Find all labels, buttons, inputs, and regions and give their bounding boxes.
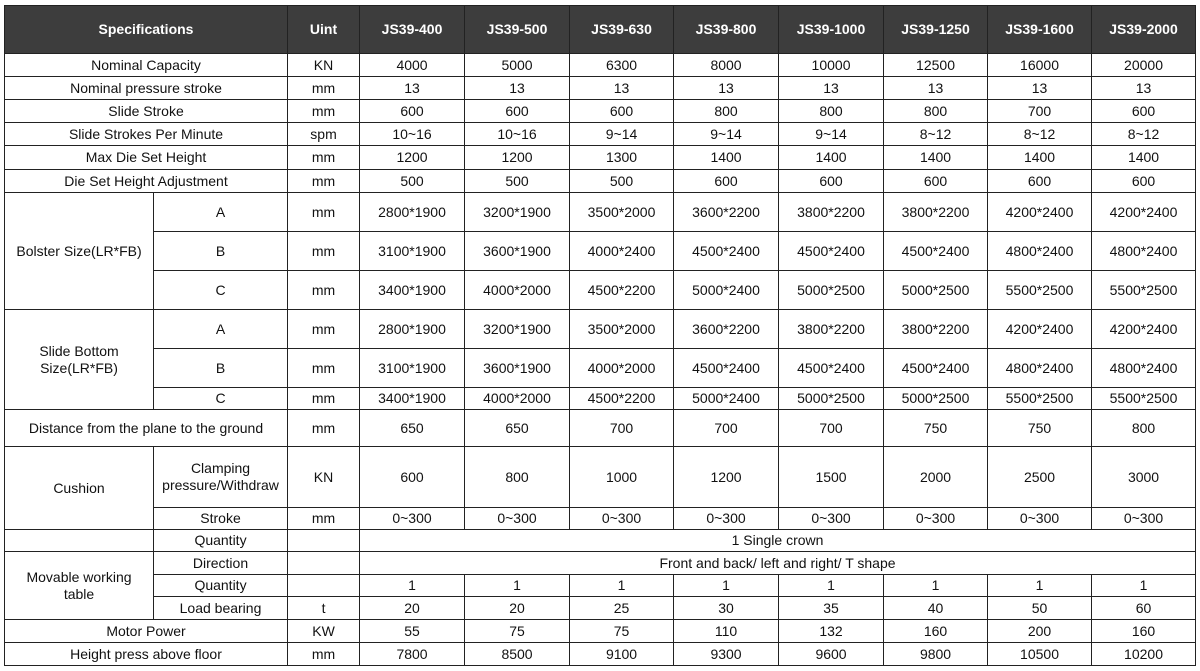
value-cell: 700 xyxy=(570,410,674,447)
value-cell: 5500*2500 xyxy=(1092,271,1196,310)
value-cell: 8~12 xyxy=(988,123,1092,146)
unit-cell: KN xyxy=(288,447,360,508)
sub-label: Stroke xyxy=(154,508,288,530)
row-nominal-capacity xyxy=(5,54,1196,77)
value-cell: 800 xyxy=(884,100,988,123)
value-cell: 13 xyxy=(570,77,674,100)
value-cell: 9~14 xyxy=(570,123,674,146)
value-cell: 600 xyxy=(1092,170,1196,193)
value-cell: 4800*2400 xyxy=(1092,349,1196,388)
value-cell: 35 xyxy=(779,597,884,620)
value-cell: 0~300 xyxy=(1092,508,1196,530)
value-cell: 55 xyxy=(360,620,465,643)
unit-cell xyxy=(288,552,360,575)
value-cell: 600 xyxy=(779,170,884,193)
row-label: Slide Strokes Per Minute xyxy=(5,123,288,146)
group-label-slide-bottom xyxy=(5,310,154,410)
value-cell: 650 xyxy=(465,410,570,447)
row-bolster-b xyxy=(5,232,1196,271)
value-cell: 9300 xyxy=(674,643,779,666)
value-cell: 1400 xyxy=(884,146,988,170)
row-motor-power xyxy=(5,620,1196,643)
value-cell: 600 xyxy=(465,100,570,123)
header-model: JS39-630 xyxy=(570,6,674,54)
value-cell: 3500*2000 xyxy=(570,193,674,232)
value-cell: 1400 xyxy=(1092,146,1196,170)
value-cell: 4000 xyxy=(360,54,465,77)
value-cell: 160 xyxy=(1092,620,1196,643)
value-cell: 1200 xyxy=(674,447,779,508)
label-line: table xyxy=(63,585,95,602)
value-cell: 20 xyxy=(360,597,465,620)
row-die-set-height-adjustment xyxy=(5,170,1196,193)
row-table-direction xyxy=(5,552,1196,575)
sub-label: B xyxy=(154,349,288,388)
value-cell: 3200*1900 xyxy=(465,310,570,349)
value-cell: 5500*2500 xyxy=(988,388,1092,410)
value-cell: 0~300 xyxy=(988,508,1092,530)
sub-label: Direction xyxy=(154,552,288,575)
value-cell: 50 xyxy=(988,597,1092,620)
row-label: Die Set Height Adjustment xyxy=(5,170,288,193)
value-cell: 2800*1900 xyxy=(360,310,465,349)
row-label: Motor Power xyxy=(5,620,288,643)
value-cell: 40 xyxy=(884,597,988,620)
value-cell: 5500*2500 xyxy=(988,271,1092,310)
value-cell: 3600*2200 xyxy=(674,310,779,349)
value-cell: 10200 xyxy=(1092,643,1196,666)
value-cell: 1200 xyxy=(465,146,570,170)
value-cell: 10500 xyxy=(988,643,1092,666)
header-row xyxy=(5,6,1196,54)
value-cell: 13 xyxy=(988,77,1092,100)
value-cell: 1 xyxy=(674,575,779,597)
value-cell: 13 xyxy=(779,77,884,100)
value-cell: 75 xyxy=(465,620,570,643)
row-slide-strokes-per-minute xyxy=(5,123,1196,146)
unit-cell: mm xyxy=(288,508,360,530)
value-cell: 16000 xyxy=(988,54,1092,77)
value-cell: 4000*2000 xyxy=(465,271,570,310)
value-cell: 4500*2400 xyxy=(674,232,779,271)
value-cell: 4200*2400 xyxy=(988,193,1092,232)
row-bolster-a xyxy=(5,193,1196,232)
value-cell: 500 xyxy=(465,170,570,193)
value-cell: 20000 xyxy=(1092,54,1196,77)
unit-cell: mm xyxy=(288,146,360,170)
value-cell: 700 xyxy=(674,410,779,447)
unit-cell: mm xyxy=(288,310,360,349)
value-cell: 30 xyxy=(674,597,779,620)
value-cell: 1400 xyxy=(779,146,884,170)
header-model: JS39-1000 xyxy=(779,6,884,54)
unit-cell: mm xyxy=(288,100,360,123)
value-cell: 13 xyxy=(465,77,570,100)
value-cell: 2500 xyxy=(988,447,1092,508)
value-cell: 8500 xyxy=(465,643,570,666)
unit-cell: mm xyxy=(288,388,360,410)
value-cell: 4500*2400 xyxy=(884,349,988,388)
value-cell: 8000 xyxy=(674,54,779,77)
value-cell: 9600 xyxy=(779,643,884,666)
value-cell: 6300 xyxy=(570,54,674,77)
value-cell: 13 xyxy=(360,77,465,100)
value-cell: 600 xyxy=(884,170,988,193)
value-cell: 60 xyxy=(1092,597,1196,620)
unit-cell: mm xyxy=(288,349,360,388)
value-cell: 1 xyxy=(988,575,1092,597)
header-model: JS39-1600 xyxy=(988,6,1092,54)
value-cell: 8~12 xyxy=(884,123,988,146)
unit-cell: mm xyxy=(288,643,360,666)
row-slide-bottom-c xyxy=(5,388,1196,410)
header-model: JS39-1250 xyxy=(884,6,988,54)
row-height-press-above-floor xyxy=(5,643,1196,666)
value-cell: 4500*2400 xyxy=(884,232,988,271)
value-cell: 800 xyxy=(1092,410,1196,447)
value-cell: 9~14 xyxy=(674,123,779,146)
value-cell: 0~300 xyxy=(674,508,779,530)
header-model: JS39-800 xyxy=(674,6,779,54)
value-cell: 700 xyxy=(988,100,1092,123)
sub-label: Quantity xyxy=(154,575,288,597)
unit-cell xyxy=(288,530,360,552)
value-cell: 5000 xyxy=(465,54,570,77)
value-cell: 13 xyxy=(1092,77,1196,100)
group-label-movable-table xyxy=(5,552,154,620)
value-cell: 3000 xyxy=(1092,447,1196,508)
value-cell: 4500*2400 xyxy=(779,349,884,388)
value-cell: 3800*2200 xyxy=(884,310,988,349)
value-cell: 600 xyxy=(1092,100,1196,123)
header-model: JS39-2000 xyxy=(1092,6,1196,54)
row-label: Distance from the plane to the ground xyxy=(5,410,288,447)
unit-cell: KN xyxy=(288,54,360,77)
value-cell: 1400 xyxy=(988,146,1092,170)
value-cell: 3100*1900 xyxy=(360,349,465,388)
value-cell: 1 xyxy=(360,575,465,597)
value-cell: 3600*2200 xyxy=(674,193,779,232)
value-cell: 2000 xyxy=(884,447,988,508)
value-cell: 0~300 xyxy=(360,508,465,530)
value-cell: 600 xyxy=(360,447,465,508)
row-cushion-clamping xyxy=(5,447,1196,508)
value-cell: 1 xyxy=(884,575,988,597)
value-cell: 3500*2000 xyxy=(570,310,674,349)
value-cell: 3400*1900 xyxy=(360,388,465,410)
row-label: Slide Stroke xyxy=(5,100,288,123)
label-line: Movable working xyxy=(26,568,132,585)
value-cell: 600 xyxy=(570,100,674,123)
value-cell: 0~300 xyxy=(884,508,988,530)
value-cell: 4000*2400 xyxy=(570,232,674,271)
value-cell: 800 xyxy=(779,100,884,123)
value-cell: 1 xyxy=(570,575,674,597)
value-cell: 600 xyxy=(988,170,1092,193)
row-label: Height press above floor xyxy=(5,643,288,666)
value-cell: 0~300 xyxy=(465,508,570,530)
unit-cell: mm xyxy=(288,232,360,271)
sub-label: A xyxy=(154,310,288,349)
value-cell: 75 xyxy=(570,620,674,643)
value-cell: 4200*2400 xyxy=(1092,310,1196,349)
value-cell: 7800 xyxy=(360,643,465,666)
value-cell: 1500 xyxy=(779,447,884,508)
value-cell: 3800*2200 xyxy=(779,193,884,232)
unit-cell: t xyxy=(288,597,360,620)
value-cell: 5000*2500 xyxy=(884,388,988,410)
value-cell: 9~14 xyxy=(779,123,884,146)
value-cell: 5000*2400 xyxy=(674,271,779,310)
value-cell: 1200 xyxy=(360,146,465,170)
sub-label: Load bearing xyxy=(154,597,288,620)
row-table-load-bearing xyxy=(5,597,1196,620)
value-cell: 1400 xyxy=(674,146,779,170)
value-cell: 2800*1900 xyxy=(360,193,465,232)
unit-cell: mm xyxy=(288,77,360,100)
value-cell: 110 xyxy=(674,620,779,643)
row-table-quantity xyxy=(5,575,1196,597)
value-cell: 5000*2500 xyxy=(779,388,884,410)
value-cell: 1000 xyxy=(570,447,674,508)
value-cell: 1 xyxy=(465,575,570,597)
value-cell: 13 xyxy=(674,77,779,100)
sub-label: A xyxy=(154,193,288,232)
value-cell: 20 xyxy=(465,597,570,620)
value-cell: 3600*1900 xyxy=(465,349,570,388)
row-label: Max Die Set Height xyxy=(5,146,288,170)
unit-cell xyxy=(288,575,360,597)
sub-label: C xyxy=(154,388,288,410)
value-cell: 750 xyxy=(988,410,1092,447)
value-cell: 3800*2200 xyxy=(779,310,884,349)
value-cell: 3100*1900 xyxy=(360,232,465,271)
value-cell: 0~300 xyxy=(779,508,884,530)
value-cell: 3600*1900 xyxy=(465,232,570,271)
sub-label: Quantity xyxy=(154,530,288,552)
value-cell: 750 xyxy=(884,410,988,447)
specifications-table xyxy=(4,5,1196,666)
unit-cell: mm xyxy=(288,193,360,232)
blank-cell xyxy=(5,530,154,552)
group-label-cushion: Cushion xyxy=(5,447,154,530)
value-cell: 13 xyxy=(884,77,988,100)
sub-label: B xyxy=(154,232,288,271)
sub-label xyxy=(154,447,288,508)
row-distance-plane-ground xyxy=(5,410,1196,447)
value-cell: 4500*2200 xyxy=(570,271,674,310)
row-slide-bottom-b xyxy=(5,349,1196,388)
value-cell: 10~16 xyxy=(465,123,570,146)
row-bolster-c xyxy=(5,271,1196,310)
value-cell: 700 xyxy=(779,410,884,447)
header-specifications: Specifications xyxy=(5,6,288,54)
row-slide-stroke xyxy=(5,100,1196,123)
value-cell: 600 xyxy=(674,170,779,193)
value-cell: 3800*2200 xyxy=(884,193,988,232)
label-line: Size(LR*FB) xyxy=(40,359,118,376)
value-cell: 500 xyxy=(360,170,465,193)
value-cell: 200 xyxy=(988,620,1092,643)
row-max-die-set-height xyxy=(5,146,1196,170)
header-model: JS39-400 xyxy=(360,6,465,54)
unit-cell: mm xyxy=(288,170,360,193)
unit-cell: mm xyxy=(288,410,360,447)
value-cell: 5500*2500 xyxy=(1092,388,1196,410)
value-cell: 4200*2400 xyxy=(988,310,1092,349)
row-label: Nominal pressure stroke xyxy=(5,77,288,100)
label-line: Slide Bottom xyxy=(39,342,119,359)
value-cell: 4800*2400 xyxy=(1092,232,1196,271)
value-cell: 800 xyxy=(674,100,779,123)
value-cell: 10~16 xyxy=(360,123,465,146)
merged-value-cell: Front and back/ left and right/ T shape xyxy=(360,552,1196,575)
value-cell: 0~300 xyxy=(570,508,674,530)
value-cell: 9800 xyxy=(884,643,988,666)
value-cell: 600 xyxy=(360,100,465,123)
value-cell: 650 xyxy=(360,410,465,447)
header-model: JS39-500 xyxy=(465,6,570,54)
value-cell: 25 xyxy=(570,597,674,620)
unit-cell: KW xyxy=(288,620,360,643)
value-cell: 4500*2400 xyxy=(779,232,884,271)
value-cell: 500 xyxy=(570,170,674,193)
value-cell: 4000*2000 xyxy=(465,388,570,410)
value-cell: 160 xyxy=(884,620,988,643)
unit-cell: spm xyxy=(288,123,360,146)
label-line: Clamping xyxy=(190,460,251,476)
value-cell: 4500*2400 xyxy=(674,349,779,388)
value-cell: 132 xyxy=(779,620,884,643)
unit-cell: mm xyxy=(288,271,360,310)
value-cell: 5000*2500 xyxy=(779,271,884,310)
value-cell: 3400*1900 xyxy=(360,271,465,310)
value-cell: 1300 xyxy=(570,146,674,170)
value-cell: 10000 xyxy=(779,54,884,77)
value-cell: 3200*1900 xyxy=(465,193,570,232)
value-cell: 4000*2000 xyxy=(570,349,674,388)
value-cell: 1 xyxy=(1092,575,1196,597)
value-cell: 4800*2400 xyxy=(988,349,1092,388)
group-label-bolster: Bolster Size(LR*FB) xyxy=(5,193,154,310)
sub-label: C xyxy=(154,271,288,310)
value-cell: 800 xyxy=(465,447,570,508)
value-cell: 1 xyxy=(779,575,884,597)
row-cushion-stroke xyxy=(5,508,1196,530)
row-cushion-quantity xyxy=(5,530,1196,552)
value-cell: 8~12 xyxy=(1092,123,1196,146)
value-cell: 12500 xyxy=(884,54,988,77)
row-nominal-pressure-stroke xyxy=(5,77,1196,100)
merged-value-cell: 1 Single crown xyxy=(360,530,1196,552)
row-slide-bottom-a xyxy=(5,310,1196,349)
header-unit: Uint xyxy=(288,6,360,54)
label-line: pressure/Withdraw xyxy=(162,477,279,493)
value-cell: 5000*2500 xyxy=(884,271,988,310)
value-cell: 4500*2200 xyxy=(570,388,674,410)
row-label: Nominal Capacity xyxy=(5,54,288,77)
value-cell: 4200*2400 xyxy=(1092,193,1196,232)
value-cell: 4800*2400 xyxy=(988,232,1092,271)
value-cell: 5000*2400 xyxy=(674,388,779,410)
value-cell: 9100 xyxy=(570,643,674,666)
